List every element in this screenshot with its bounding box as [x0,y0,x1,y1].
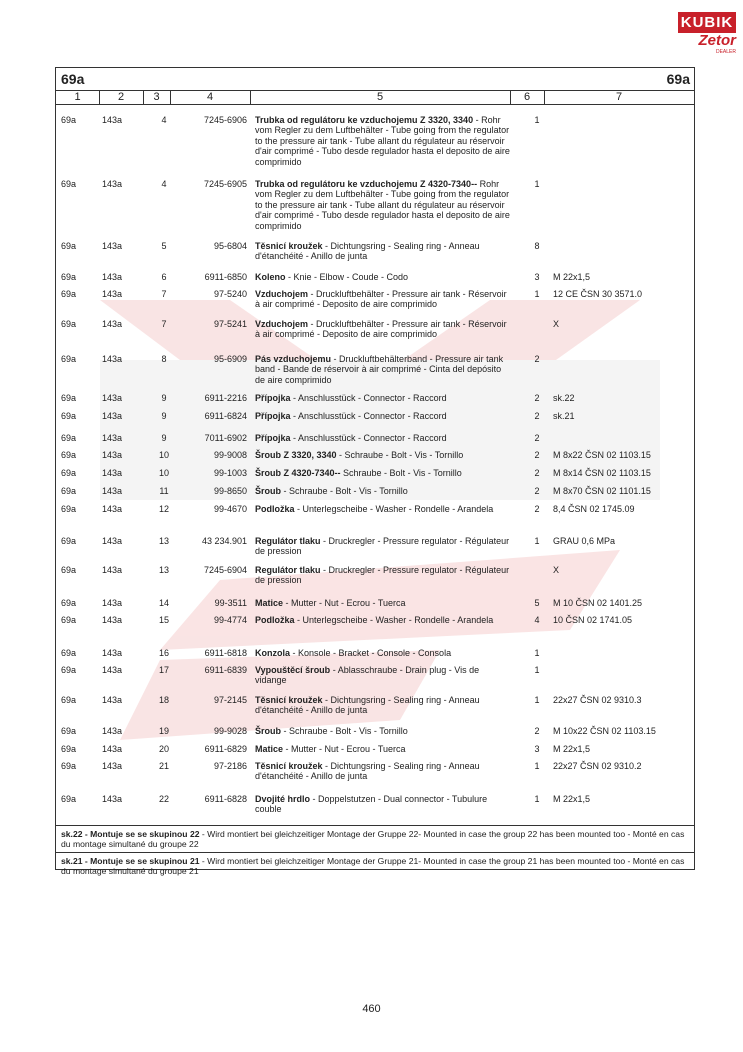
part-translations: - Ablasschraube - Drain plug - Vis de vidange [255,665,480,686]
cell-position: 10 [158,450,169,460]
cell-group: 69a [61,761,77,771]
cell-part-number: 7245-6906 [203,115,247,125]
part-name: Podložka [255,615,295,625]
note-item [61,829,690,849]
cell-group: 69a [61,648,77,658]
part-name: Přípojka [255,393,291,403]
part-name: Koleno [255,272,286,282]
cell-figure: 143a [102,179,123,189]
cell-note: GRAU 0,6 MPa [553,536,616,546]
page-number: 460 [362,1003,381,1015]
group-label-right: 69a [666,71,690,87]
cell-position: 11 [159,486,169,496]
part-name: Matice [255,744,284,754]
part-name: Matice [255,598,284,608]
column-header: 4 [170,90,251,104]
part-name: Podložka [255,504,295,514]
cell-description [255,761,513,782]
cell-note: 8,4 ČSN 02 1745.09 [553,504,635,514]
cell-quantity: 2 [534,393,540,403]
part-translations: - Schraube - Bolt - Vis - Tornillo [281,726,408,736]
column-header: 2 [99,90,144,104]
cell-figure: 143a [102,115,123,125]
cell-position: 19 [158,726,169,736]
cell-quantity: 2 [534,486,540,496]
cell-figure: 143a [102,615,123,625]
cell-part-number: 99-9028 [213,726,247,736]
cell-part-number: 97-2186 [213,761,247,771]
cell-group: 69a [61,598,77,608]
column-header: 3 [143,90,171,104]
cell-description [255,665,513,686]
cell-group: 69a [61,411,77,421]
cell-position: 12 [158,504,169,514]
cell-position: 7 [161,319,167,329]
cell-group: 69a [61,695,77,705]
part-name: Šroub [255,486,281,496]
part-name: Vzduchojem [255,319,309,329]
cell-quantity: 2 [534,433,540,443]
cell-description [255,450,513,460]
cell-quantity: 1 [534,648,540,658]
cell-group: 69a [61,744,77,754]
cell-figure: 143a [102,744,123,754]
cell-part-number: 99-1003 [213,468,247,478]
part-translations: - Druckluftbehälter - Pressure air tank - Réservoir à air comprimé - Deposito de aire comprimido [255,319,507,340]
cell-quantity: 8 [534,241,540,251]
part-translations: - Anschlusstück - Connector - Raccord [290,433,447,443]
part-translations: - Konsole - Bracket - Console - Consola [290,648,452,658]
cell-description [255,794,513,815]
cell-quantity: 1 [534,289,540,299]
cell-group: 69a [61,289,77,299]
cell-figure: 143a [102,289,123,299]
cell-part-number: 7245-6904 [203,565,247,575]
cell-group: 69a [61,179,77,189]
cell-description [255,354,513,385]
cell-description [255,536,513,557]
cell-note: M 22x1,5 [553,272,591,282]
cell-note: sk.21 [553,411,575,421]
cell-quantity: 1 [534,695,540,705]
cell-position: 5 [161,241,167,251]
column-header: 6 [510,90,545,104]
cell-part-number: 6911-6850 [204,272,247,282]
cell-description [255,468,513,478]
cell-position: 22 [158,794,169,804]
cell-note: 22x27 ČSN 02 9310.2 [553,761,642,771]
cell-position: 6 [161,272,167,282]
cell-description [255,648,513,658]
cell-quantity: 2 [534,411,540,421]
part-name: Šroub Z 4320-7340-- [255,468,341,478]
cell-note: M 10x22 ČSN 02 1103.15 [553,726,656,736]
cell-description [255,565,513,586]
cell-figure: 143a [102,794,123,804]
part-translations: - Unterlegscheibe - Washer - Rondelle - Arandela [294,615,494,625]
kubik-zetor-logo [678,12,736,55]
cell-quantity: 4 [534,615,540,625]
note-title: sk.22 - Montuje se se skupinou 22 [61,829,200,839]
parts-table [55,67,695,876]
cell-quantity: 1 [534,761,540,771]
part-translations: - Schraube - Bolt - Vis - Tornillo [281,486,408,496]
note-text: - Wird montiert bei gleichzeitiger Montage der Gruppe 21- Mounted in case the group 21 has been mounted too - Monté en cas du montage simultané du groupe 21 [61,856,685,876]
cell-part-number: 99-8650 [213,486,247,496]
cell-part-number: 6911-6828 [204,794,247,804]
cell-description [255,504,513,514]
cell-group: 69a [61,319,77,329]
part-translations: - Druckregler - Pressure regulator - Régulateur de pression [255,536,510,557]
cell-part-number: 7011-6902 [204,433,247,443]
cell-part-number: 43 234.901 [201,536,247,546]
cell-part-number: 97-2145 [213,695,247,705]
cell-part-number: 97-5240 [213,289,247,299]
part-name: Těsnicí kroužek [255,241,323,251]
cell-note: X [553,319,560,329]
part-translations: - Anschlusstück - Connector - Raccord [290,393,447,403]
part-name: Přípojka [255,411,291,421]
column-header: 1 [56,90,100,104]
cell-description [255,744,513,754]
cell-quantity: 1 [534,665,540,675]
cell-position: 8 [161,354,167,364]
cell-description [255,115,513,167]
cell-part-number: 6911-6818 [204,648,247,658]
cell-description [255,289,513,310]
part-translations: - Druckluftbehälterband - Pressure air tank band - Bande de réservoir à air comprimé - Cinta del depósito de aire comprimido [255,354,504,385]
cell-description [255,241,513,262]
part-name: Přípojka [255,433,291,443]
part-translations: - Schraube - Bolt - Vis - Tornillo [336,450,464,460]
part-translations: - Knie - Elbow - Coude - Codo [285,272,409,282]
cell-position: 13 [158,536,169,546]
cell-position: 9 [161,393,167,403]
cell-quantity: 5 [534,598,540,608]
cell-description [255,272,513,282]
cell-part-number: 6911-6839 [204,665,247,675]
part-name: Regulátor tlaku [255,536,321,546]
part-name: Trubka od regulátoru ke vzduchojemu Z 4320-7340-- [255,179,478,189]
part-translations: Schraube - Bolt - Vis - Tornillo [340,468,462,478]
cell-figure: 143a [102,354,123,364]
notes-section [56,825,694,876]
cell-description [255,393,513,403]
table-header-bar [56,68,694,91]
cell-part-number: 97-5241 [213,319,247,329]
part-translations: Rohr vom Regler zu dem Luftbehälter - Tube going from the regulator to the pressure air tank - Tube allant du régulateur au réservoir d'air comprimé - Tubo desde regulador hasta el deposito de aire comprimido [255,179,510,231]
cell-group: 69a [61,565,77,575]
part-translations: - Mutter - Nut - Ecrou - Tuerca [283,598,406,608]
cell-group: 69a [61,486,77,496]
part-name: Šroub Z 3320, 3340 [255,450,337,460]
cell-description [255,486,513,496]
part-translations: - Dichtungsring - Sealing ring - Anneau d'étanchéité - Anillo de junta [255,695,480,716]
cell-group: 69a [61,115,77,125]
cell-quantity: 3 [534,272,540,282]
cell-group: 69a [61,272,77,282]
cell-description [255,726,513,736]
column-header: 7 [615,91,623,103]
cell-figure: 143a [102,241,123,251]
cell-group: 69a [61,504,77,514]
cell-position: 13 [158,565,169,575]
part-translations: - Mutter - Nut - Ecrou - Tuerca [283,744,406,754]
part-name: Vzduchojem [255,289,309,299]
cell-figure: 143a [102,648,123,658]
cell-part-number: 99-9008 [213,450,247,460]
cell-description [255,695,513,716]
cell-group: 69a [61,433,77,443]
part-translations: - Druckregler - Pressure regulator - Régulateur de pression [255,565,510,586]
part-name: Šroub [255,726,281,736]
cell-note: M 10 ČSN 02 1401.25 [553,598,643,608]
cell-note: sk.22 [553,393,575,403]
note-divider [56,852,694,853]
cell-group: 69a [61,468,77,478]
cell-quantity: 3 [534,744,540,754]
cell-quantity: 1 [534,115,540,125]
cell-group: 69a [61,665,77,675]
cell-part-number: 6911-6824 [204,411,247,421]
part-translations: - Rohr vom Regler zu dem Luftbehälter - Tube going from the regulator to the pressure air tank - Tube allant du régulateur au réservoir d'air comprimé - Tubo desde regulador hasta el deposito de aire comprimido [255,115,510,167]
cell-figure: 143a [102,598,123,608]
cell-quantity: 2 [534,468,540,478]
cell-description [255,598,513,608]
part-name: Těsnicí kroužek [255,695,323,705]
cell-position: 9 [161,433,167,443]
cell-quantity: 2 [534,504,540,514]
note-text: - Wird montiert bei gleichzeitiger Montage der Gruppe 22- Mounted in case the group 22 has been mounted too - Monté en cas du montage simultané du groupe 22 [61,829,685,849]
cell-note: M 8x70 ČSN 02 1101.15 [553,486,651,496]
cell-description [255,411,513,421]
cell-position: 21 [158,761,169,771]
cell-position: 18 [158,695,169,705]
cell-figure: 143a [102,504,123,514]
part-translations: - Unterlegscheibe - Washer - Rondelle - Arandela [294,504,494,514]
cell-figure: 143a [102,393,123,403]
cell-description [255,319,513,340]
part-name: Regulátor tlaku [255,565,321,575]
part-name: Pás vzduchojemu [255,354,332,364]
cell-quantity: 2 [534,450,540,460]
cell-figure: 143a [102,565,123,575]
cell-part-number: 95-6804 [213,241,247,251]
group-label-left: 69a [61,71,85,87]
cell-group: 69a [61,354,77,364]
part-translations: - Druckluftbehälter - Pressure air tank - Réservoir à air comprimé - Deposito de aire comprimido [255,289,507,310]
part-translations: - Dichtungsring - Sealing ring - Anneau d'étanchéité - Anillo de junta [255,761,480,782]
part-translations: - Doppelstutzen - Dual connector - Tubulure couble [255,794,488,815]
cell-figure: 143a [102,665,123,675]
note-title: sk.21 - Montuje se se skupinou 21 [61,856,200,866]
cell-quantity: 1 [534,536,540,546]
cell-figure: 143a [102,411,123,421]
cell-position: 15 [158,615,169,625]
cell-part-number: 7245-6905 [203,179,247,189]
cell-position: 4 [161,179,167,189]
column-headers [56,90,694,105]
cell-description [255,433,513,443]
logo-brand: KUBIK [678,12,736,33]
part-name: Těsnicí kroužek [255,761,323,771]
cell-note: 10 ČSN 02 1741.05 [553,615,633,625]
column-header: 5 [250,90,511,104]
cell-note: 12 CE ČSN 30 3571.0 [553,289,643,299]
cell-figure: 143a [102,450,123,460]
cell-figure: 143a [102,761,123,771]
cell-position: 16 [158,648,169,658]
cell-note: M 22x1,5 [553,744,591,754]
cell-position: 10 [158,468,169,478]
part-name: Trubka od regulátoru ke vzduchojemu Z 3320, 3340 [255,115,474,125]
cell-note: M 8x22 ČSN 02 1103.15 [553,450,651,460]
cell-position: 14 [158,598,169,608]
cell-part-number: 99-4774 [213,615,247,625]
part-translations: - Anschlusstück - Connector - Raccord [290,411,447,421]
cell-part-number: 6911-2216 [204,393,247,403]
cell-position: 4 [161,115,167,125]
note-item [61,856,690,876]
cell-group: 69a [61,241,77,251]
cell-note: X [553,565,560,575]
cell-position: 17 [158,665,169,675]
cell-part-number: 95-6909 [213,354,247,364]
cell-part-number: 99-3511 [214,598,247,608]
cell-group: 69a [61,450,77,460]
cell-group: 69a [61,794,77,804]
cell-description [255,179,513,231]
cell-quantity: 1 [534,794,540,804]
cell-figure: 143a [102,433,123,443]
part-name: Vypouštěcí šroub [255,665,331,675]
cell-note: 22x27 ČSN 02 9310.3 [553,695,642,705]
cell-figure: 143a [102,319,123,329]
cell-group: 69a [61,726,77,736]
cell-figure: 143a [102,468,123,478]
part-name: Konzola [255,648,290,658]
cell-figure: 143a [102,695,123,705]
cell-description [255,615,513,625]
cell-quantity: 2 [534,726,540,736]
logo-sub: Zetor [698,32,736,49]
logo-dealer: DEALER [715,49,736,55]
cell-position: 9 [161,411,167,421]
part-name: Dvojité hrdlo [255,794,311,804]
cell-figure: 143a [102,536,123,546]
cell-figure: 143a [102,272,123,282]
cell-quantity: 1 [534,179,540,189]
cell-note: M 22x1,5 [553,794,591,804]
cell-part-number: 6911-6829 [204,744,247,754]
cell-group: 69a [61,615,77,625]
cell-figure: 143a [102,486,123,496]
cell-note: M 8x14 ČSN 02 1103.15 [553,468,651,478]
cell-figure: 143a [102,726,123,736]
cell-position: 7 [161,289,167,299]
cell-group: 69a [61,536,77,546]
cell-group: 69a [61,393,77,403]
cell-position: 20 [158,744,169,754]
cell-part-number: 99-4670 [213,504,247,514]
cell-quantity: 2 [534,354,540,364]
part-translations: - Dichtungsring - Sealing ring - Anneau d'étanchéité - Anillo de junta [255,241,480,262]
